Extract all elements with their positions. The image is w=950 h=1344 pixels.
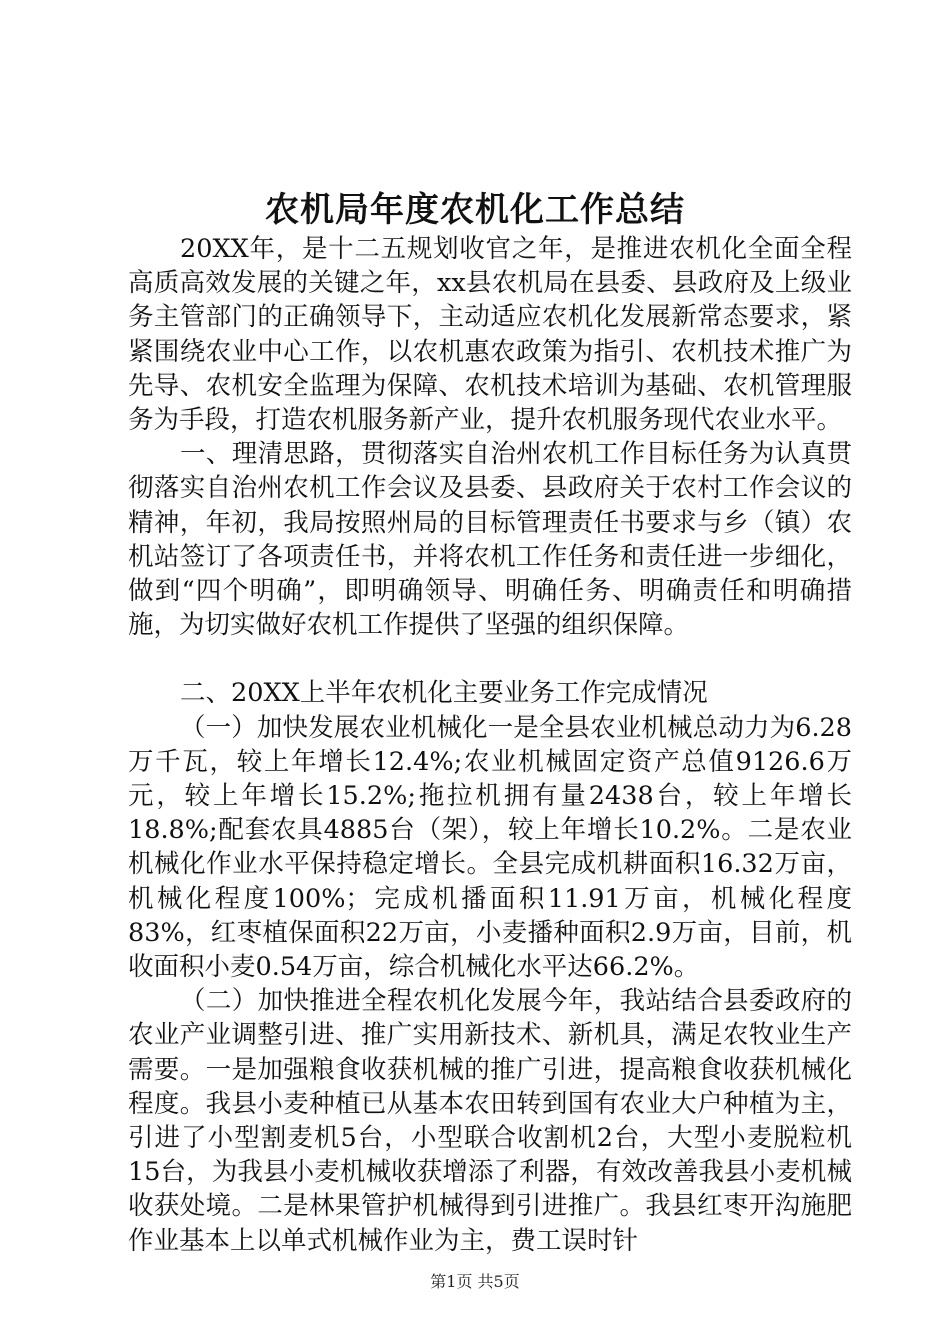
heading-section-2: 二、20XX上半年农机化主要业务工作完成情况 bbox=[180, 678, 708, 709]
paragraph-intro: 20XX年，是十二五规划收官之年，是推进农机化全面全程高质高效发展的关键之年，xx县农机局在县委、县政府及上级业务主管部门的正确领导下，主动适应农机化发展新常态要求，紧紧围绕农业中心工作，以农机惠农政策为指引、农机技术推广为先导、农机安全监理为保障、农机技术培训为基础、农机管理服务为手段，打造农机服务新产业，提升农机服务现代农业水平。 bbox=[128, 234, 852, 436]
paragraph-subsection-1: （一）加快发展农业机械化一是全县农业机械总动力为6.28万千瓦，较上年增长12.4%;农业机械固定资产总值9126.6万元，较上年增长15.2%;拖拉机拥有量2438台，较上年增长18.8%;配套农具4885台（架），较上年增长10.2%。二是农业机械化作业水平保持稳定增长。全县完成机耕面积16.32万亩，机械化程度100%；完成机播面积11.91万亩，机械化程度83%，红枣植保面积22万亩，小麦播种面积2.9万亩，目前，机收面积小麦0.54万亩，综合机械化水平达66.2%。 bbox=[128, 712, 852, 983]
paragraph-section-1: 一、理清思路，贯彻落实自治州农机工作目标任务为认真贯彻落实自治州农机工作会议及县委、县政府关于农村工作会议的精神，年初，我局按照州局的目标管理责任书要求与乡（镇）农机站签订了各项责任书，并将农机工作任务和责任进一步细化，做到“四个明确”，即明确领导、明确任务、明确责任和明确措施，为切实做好农机工作提供了坚强的组织保障。 bbox=[128, 439, 852, 641]
document-title: 农机局年度农机化工作总结 bbox=[265, 190, 685, 230]
paragraph-spacer bbox=[128, 642, 852, 676]
page-number-footer: 第1页 共5页 bbox=[430, 1272, 520, 1291]
document-body bbox=[128, 232, 852, 1258]
paragraph-subsection-2: （二）加快推进全程农机化发展今年，我站结合县委政府的农业产业调整引进、推广实用新技术、新机具，满足农牧业生产需要。一是加强粮食收获机械的推广引进，提高粮食收获机械化程度。我县小麦种植已从基本农田转到国有农业大户种植为主，引进了小型割麦机5台，小型联合收割机2台，大型小麦脱粒机15台，为我县小麦机械收获增添了利器，有效改善我县小麦机械收获处境。二是林果管护机械得到引进推广。我县红枣开沟施肥作业基本上以单式机械作业为主，费工误时针 bbox=[128, 986, 852, 1256]
